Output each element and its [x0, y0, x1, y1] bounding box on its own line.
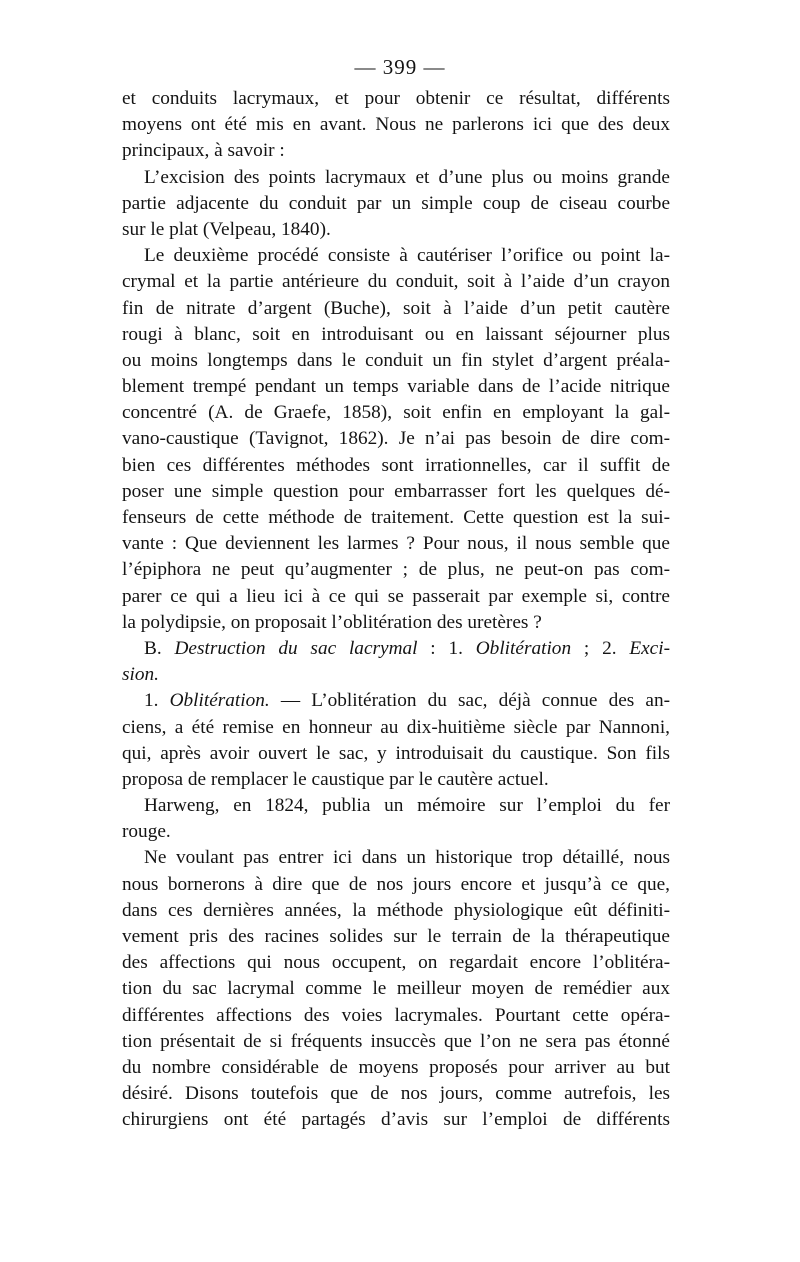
- text-line: parer ce qui a lieu ici à ce qui se passerait par exemple si, contre: [122, 585, 670, 607]
- text-line: principaux, à savoir :: [122, 140, 285, 162]
- text-line: tion du sac lacrymal comme le meilleur moyen de remédier aux: [122, 978, 670, 1000]
- page-number: — 399 —: [354, 55, 446, 79]
- text-line: ciens, a été remise en honneur au dix-huitième siècle par Nannoni,: [122, 716, 670, 738]
- text-line: rouge.: [122, 821, 171, 843]
- text-line: Harweng, en 1824, publia un mémoire sur l’emploi du fer: [144, 795, 670, 817]
- heading-title: Destruction du sac lacrymal: [174, 637, 418, 659]
- heading-separator: : 1.: [417, 637, 476, 659]
- text-line: [122, 662, 670, 688]
- text-line: fenseurs de cette méthode de traitement. Cette question est la sui-: [122, 507, 670, 528]
- body-text: [122, 86, 670, 1134]
- text-line: proposa de remplacer le caustique par le cautère actuel.: [122, 768, 549, 790]
- subsection-title: Oblitération.: [169, 690, 270, 712]
- heading-item-2: Exci-: [629, 637, 671, 659]
- text-line: moyens ont été mis en avant. Nous ne parlerons ici que des deux: [122, 114, 670, 136]
- text-line: l’épiphora ne peut qu’augmenter ; de plus, ne peut-on pas com-: [122, 559, 670, 581]
- subsection-number: 1.: [144, 690, 170, 712]
- text-line: chirurgiens ont été partagés d’avis sur l’emploi de différents: [122, 1109, 670, 1131]
- text-line: du nombre considérable de moyens proposés pour arriver au but: [122, 1056, 670, 1078]
- text-line: vano-caustique (Tavignot, 1862). Je n’ai pas besoin de dire com-: [122, 428, 670, 450]
- text-line: dans ces dernières années, la méthode physiologique eût définiti-: [122, 899, 670, 921]
- text-line: concentré (A. de Graefe, 1858), soit enfin en employant la gal-: [122, 402, 670, 424]
- text-line: vante : Que deviennent les larmes ? Pour nous, il nous semble que: [122, 533, 670, 555]
- text-line: la polydipsie, on proposait l’oblitération des uretères ?: [122, 611, 542, 633]
- text-line: fin de nitrate d’argent (Buche), soit à l’aide d’un petit cautère: [122, 297, 670, 319]
- text-line: et conduits lacrymaux, et pour obtenir ce résultat, différents: [122, 88, 670, 109]
- heading-item-1: Oblitération: [475, 637, 572, 659]
- text-line: différentes affections des voies lacrymales. Pourtant cette opéra-: [122, 1004, 670, 1026]
- subsection-text: — L’oblitération du sac, déjà connue des an-: [269, 690, 671, 712]
- text-line: tion présentait de si fréquents insuccès que l’on ne sera pas étonné: [122, 1030, 670, 1052]
- text-line: partie adjacente du conduit par un simple coup de ciseau courbe: [122, 192, 670, 214]
- text-line: Le deuxième procédé consiste à cautériser l’orifice ou point la-: [144, 245, 670, 267]
- subsection-obliteration: [122, 688, 670, 714]
- text-line: qui, après avoir ouvert le sac, y introduisait du caustique. Son fils: [122, 742, 670, 764]
- text-line: des affections qui nous occupent, on regardait encore l’oblitéra-: [122, 952, 670, 974]
- text-line: sur le plat (Velpeau, 1840).: [122, 218, 331, 240]
- text-line: crymal et la partie antérieure du conduit, soit à l’aide d’un crayon: [122, 271, 670, 293]
- heading-separator: ; 2.: [571, 637, 630, 659]
- text-line: L’excision des points lacrymaux et d’une plus ou moins grande: [144, 166, 670, 188]
- text-line: vement pris des racines solides sur le terrain de la thérapeutique: [122, 926, 670, 947]
- heading-prefix: B.: [144, 637, 175, 659]
- text-line: bien ces différentes méthodes sont irrationnelles, car il suffit de: [122, 454, 670, 476]
- heading-item-2-cont: sion.: [122, 664, 159, 686]
- text-line: blement trempé pendant un temps variable dans de l’acide nitrique: [122, 376, 670, 398]
- text-line: désiré. Disons toutefois que de nos jours, comme autrefois, les: [122, 1083, 670, 1105]
- text-line: Ne voulant pas entrer ici dans un historique trop détaillé, nous: [144, 847, 670, 869]
- section-heading-b: [122, 636, 670, 662]
- text-line: poser une simple question pour embarrasser fort les quelques dé-: [122, 480, 670, 502]
- text-line: ou moins longtemps dans le conduit un fin stylet d’argent préala-: [122, 349, 670, 371]
- text-line: nous bornerons à dire que de nos jours encore et jusqu’à ce que,: [122, 873, 670, 895]
- text-line: rougi à blanc, soit en introduisant ou en laissant séjourner plus: [122, 323, 670, 345]
